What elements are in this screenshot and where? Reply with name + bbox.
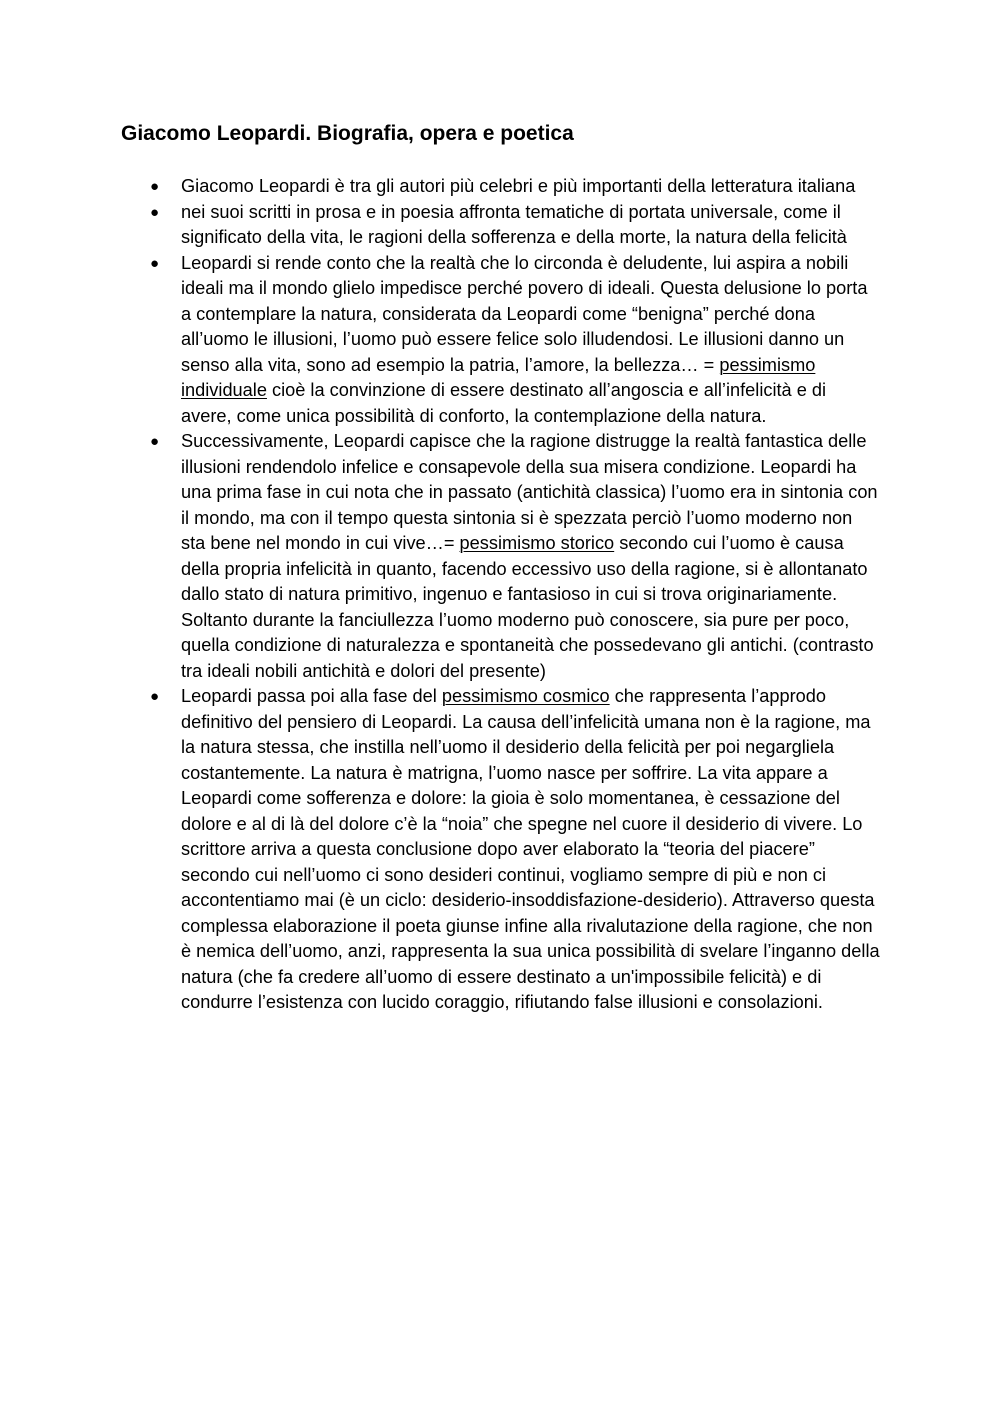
bullet-item-intro <box>150 174 880 200</box>
bullet-item-pessimismo-cosmico <box>150 684 880 1016</box>
bullet-dot-icon: ● <box>150 688 160 705</box>
bullet-dot-icon: ● <box>150 203 160 221</box>
bullet-text: Successivamente, Leopardi capisce che la ragione distrugge la realtà fantastica delle illusioni rendendolo infelice e consapevole della sua misera condizione. Leopardi ha una prima fase in cui nota che in passato (antichità classica) l’uomo era in sintonia con il mondo, ma con il tempo questa sintonia si è spezzata perciò l’uomo moderno non sta bene nel mondo in cui vive…= <box>181 431 878 553</box>
bullet-text-continued: secondo cui l’uomo è causa della propria infelicità in quanto, facendo eccessivo uso della ragione, si è allontanato dallo stato di natura primitivo, ingenuo e fantasioso in cui si trova originariamente. Soltanto durante la fanciullezza l’uomo moderno può conoscere, sia pure per poco, quella condizione di naturalezza e spontaneità che possedevano gli antichi. (contrasto tra ideali nobili antichità e dolori del presente) <box>181 533 874 681</box>
bullet-text-continued: cioè la convinzione di essere destinato all’angoscia e all’infelicità e di avere, come unica possibilità di conforto, la contemplazione della natura. <box>181 380 827 426</box>
document-title: Giacomo Leopardi. Biografia, opera e poetica <box>121 122 574 145</box>
underlined-term: pessimismo storico <box>459 533 615 553</box>
underlined-term: pessimismo individuale <box>181 354 816 400</box>
bullet-dot-icon: ● <box>150 254 160 272</box>
bullet-text-continued: che rappresenta l’approdo definitivo del pensiero di Leopardi. La causa dell’infelicità umana non è la ragione, ma la natura stessa, che instilla nell’uomo il desiderio della felicità per poi negargliela costantemente. La natura è matrigna, l’uomo nasce per soffrire. La vita appare a Leopardi come sofferenza e dolore: la gioia è solo momentanea, è cessazione del dolore e al di là del dolore c’è la “noia” che spegne nel cuore il desiderio di vivere. Lo scrittore arriva a questa conclusione dopo aver elaborato la “teoria del piacere” secondo cui nell’uomo ci sono desideri continui, vogliamo sempre di più e non ci accontentiamo mai (è un ciclo: desiderio-insoddisfazione-desiderio). Attraverso questa complessa elaborazione il poeta giunse infine alla rivalutazione della ragione, che non è nemica dell’uomo, anzi, rappresenta la sua unica possibilità di svelare l’inganno della natura (che fa credere all’uomo di essere destinato a un'impossibile felicità) e di condurre l’esistenza con lucido coraggio, rifiutando false illusioni e consolazioni. <box>181 686 880 1012</box>
bullet-item-pessimismo-individuale <box>150 251 880 430</box>
bullet-text: Giacomo Leopardi è tra gli autori più celebri e più importanti della letteratura italiana <box>181 176 856 196</box>
bullet-text: Leopardi passa poi alla fase del <box>181 686 442 706</box>
bullet-dot-icon: ● <box>150 433 160 450</box>
bullet-dot-icon: ● <box>150 178 160 195</box>
underlined-term: pessimismo cosmico <box>441 686 610 706</box>
bullet-item-pessimismo-storico <box>150 429 880 684</box>
bullet-item-themes <box>150 200 880 251</box>
bullet-text: nei suoi scritti in prosa e in poesia affronta tematiche di portata universale, come il significato della vita, le ragioni della sofferenza e della morte, la natura della felicità <box>181 201 847 247</box>
bullet-text: Leopardi si rende conto che la realtà che lo circonda è deludente, lui aspira a nobili ideali ma il mondo glielo impedisce perché povero di ideali. Questa delusione lo porta a contemplare la natura, considerata da Leopardi come “benigna” perché dona all’uomo le illusioni, l’uomo può essere felice solo illudendosi. Le illusioni danno un senso alla vita, sono ad esempio la patria, l’amore, la bellezza… = <box>181 252 868 375</box>
bullet-list <box>150 174 880 1016</box>
